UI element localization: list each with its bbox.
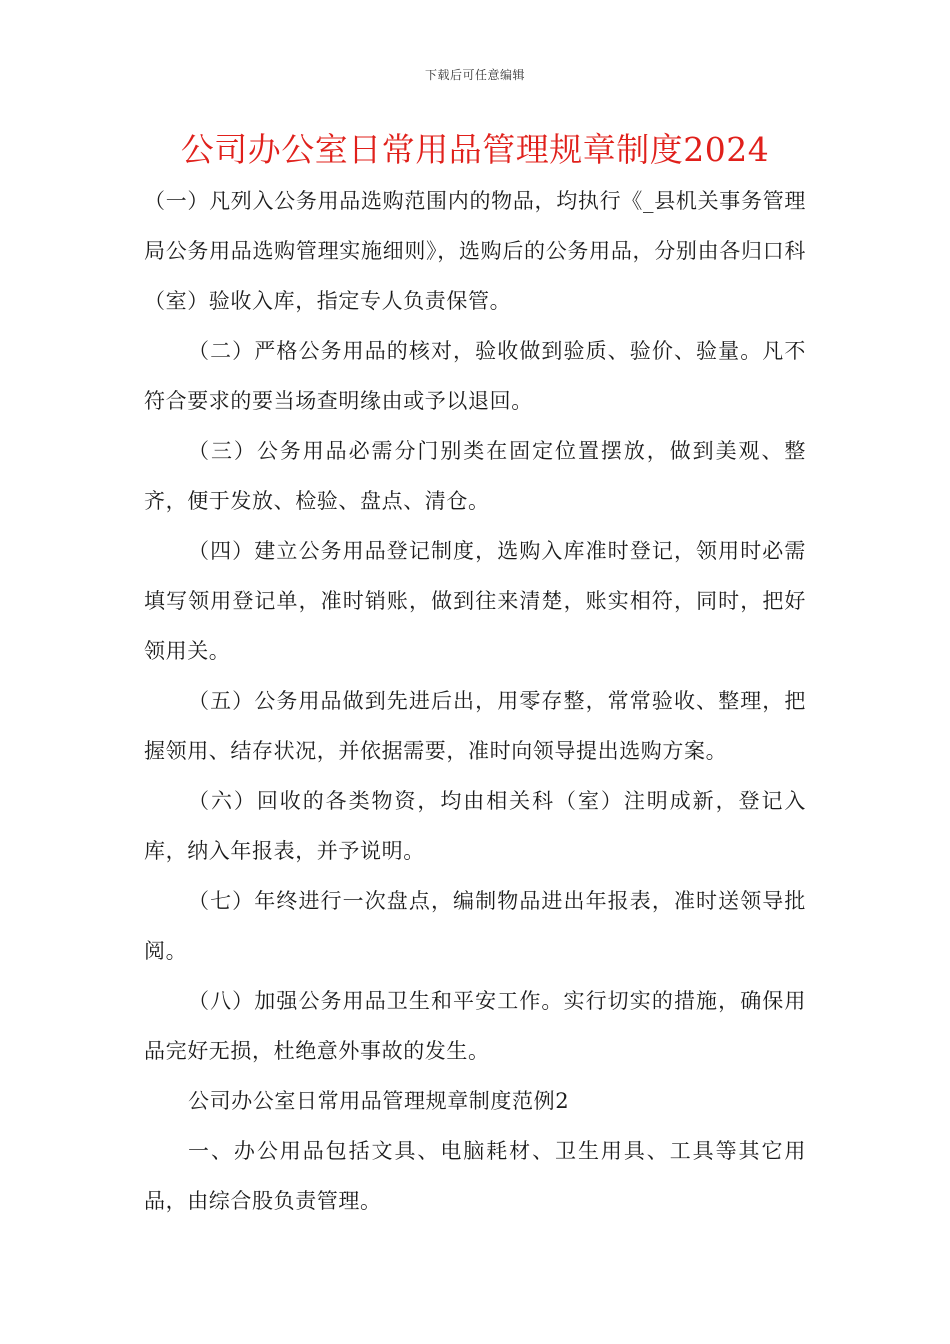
section-heading: 公司办公室日常用品管理规章制度范例2 [188, 1089, 570, 1113]
paragraph-6: （六）回收的各类物资，均由相关科（室）注明成新，登记入库，纳入年报表，并予说明。 [144, 789, 806, 863]
paragraph-3: （三）公务用品必需分门别类在固定位置摆放，做到美观、整齐，便于发放、检验、盘点、清仓。 [144, 439, 806, 513]
paragraph-8: （八）加强公务用品卫生和平安工作。实行切实的措施，确保用品完好无损，杜绝意外事故的发生。 [144, 989, 806, 1063]
paragraph-9: 一、办公用品包括文具、电脑耗材、卫生用具、工具等其它用品，由综合股负责管理。 [144, 1139, 806, 1213]
paragraph-5: （五）公务用品做到先进后出，用零存整，常常验收、整理，把握领用、结存状况，并依据需要，准时向领导提出选购方案。 [144, 689, 806, 763]
paragraph-1: （一）凡列入公务用品选购范围内的物品，均执行《_县机关事务管理局公务用品选购管理实施细则》，选购后的公务用品，分别由各归口科（室）验收入库，指定专人负责保管。 [144, 189, 806, 313]
document-body [144, 176, 806, 1226]
paragraph-2: （二）严格公务用品的核对，验收做到验质、验价、验量。凡不符合要求的要当场查明缘由或予以退回。 [144, 339, 806, 413]
paragraph-4: （四）建立公务用品登记制度，选购入库准时登记，领用时必需填写领用登记单，准时销账，做到往来清楚，账实相符，同时，把好领用关。 [144, 539, 806, 663]
header-note: 下载后可任意编辑 [424, 68, 525, 82]
paragraph-7: （七）年终进行一次盘点，编制物品进出年报表，准时送领导批阅。 [144, 889, 806, 963]
document-title: 公司办公室日常用品管理规章制度2024 [180, 130, 770, 169]
